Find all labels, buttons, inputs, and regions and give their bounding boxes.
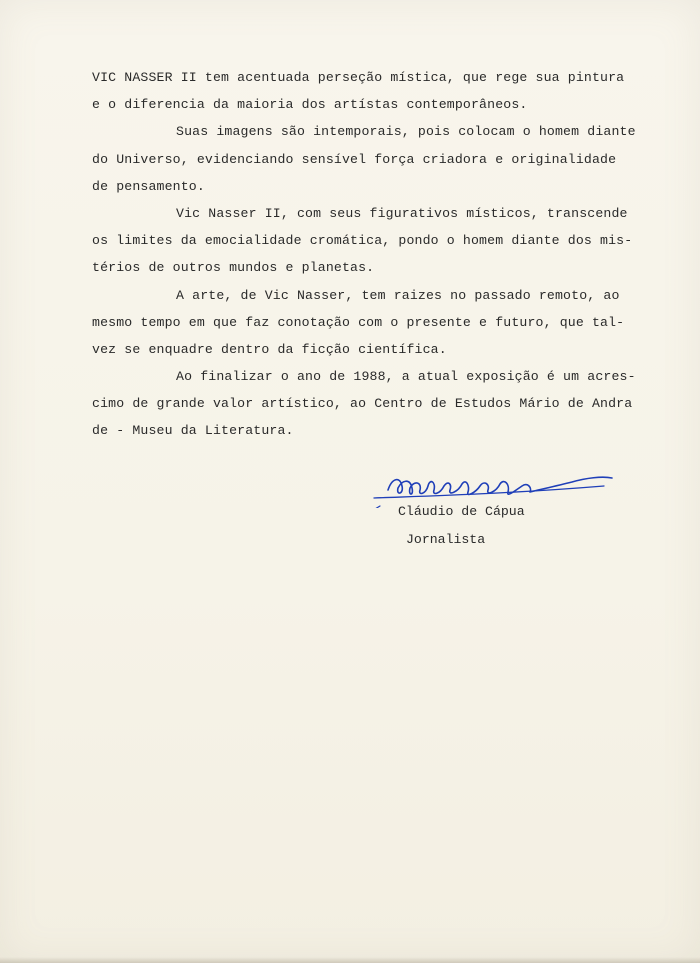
letter-body xyxy=(92,64,652,445)
page-bottom-edge xyxy=(0,957,700,963)
signatory-name: Cláudio de Cápua xyxy=(398,504,525,519)
text-line: Suas imagens são intemporais, pois colocam o homem diante xyxy=(176,124,636,140)
text-line: VIC NASSER II tem acentuada perseção mística, que rege sua pintura xyxy=(92,70,625,85)
text-line: térios de outros mundos e planetas. xyxy=(92,260,375,276)
text-line: de - Museu da Literatura. xyxy=(92,423,294,439)
text-line: cimo de grande valor artístico, ao Centro de Estudos Mário de Andra xyxy=(92,396,633,412)
signatory-title: Jornalista xyxy=(406,532,486,547)
text-line: do Universo, evidenciando sensível força criadora e originalidade xyxy=(92,151,617,167)
text-line: e o diferencia da maioria dos artístas contemporâneos. xyxy=(92,97,528,113)
text-line: vez se enquadre dentro da ficção científica. xyxy=(92,341,447,357)
signature-block xyxy=(360,468,620,558)
text-line: de pensamento. xyxy=(92,178,205,194)
text-line: A arte, de Vic Nasser, tem raizes no passado remoto, ao xyxy=(176,287,620,303)
text-line: Vic Nasser II, com seus figurativos místicos, transcende xyxy=(176,205,628,221)
text-line: mesmo tempo em que faz conotação com o presente e futuro, que tal- xyxy=(92,314,625,330)
text-line: os limites da emocialidade cromática, pondo o homem diante dos mis- xyxy=(92,233,633,249)
text-line: Ao finalizar o ano de 1988, a atual exposição é um acres- xyxy=(176,369,636,385)
handwritten-signature xyxy=(366,468,616,508)
